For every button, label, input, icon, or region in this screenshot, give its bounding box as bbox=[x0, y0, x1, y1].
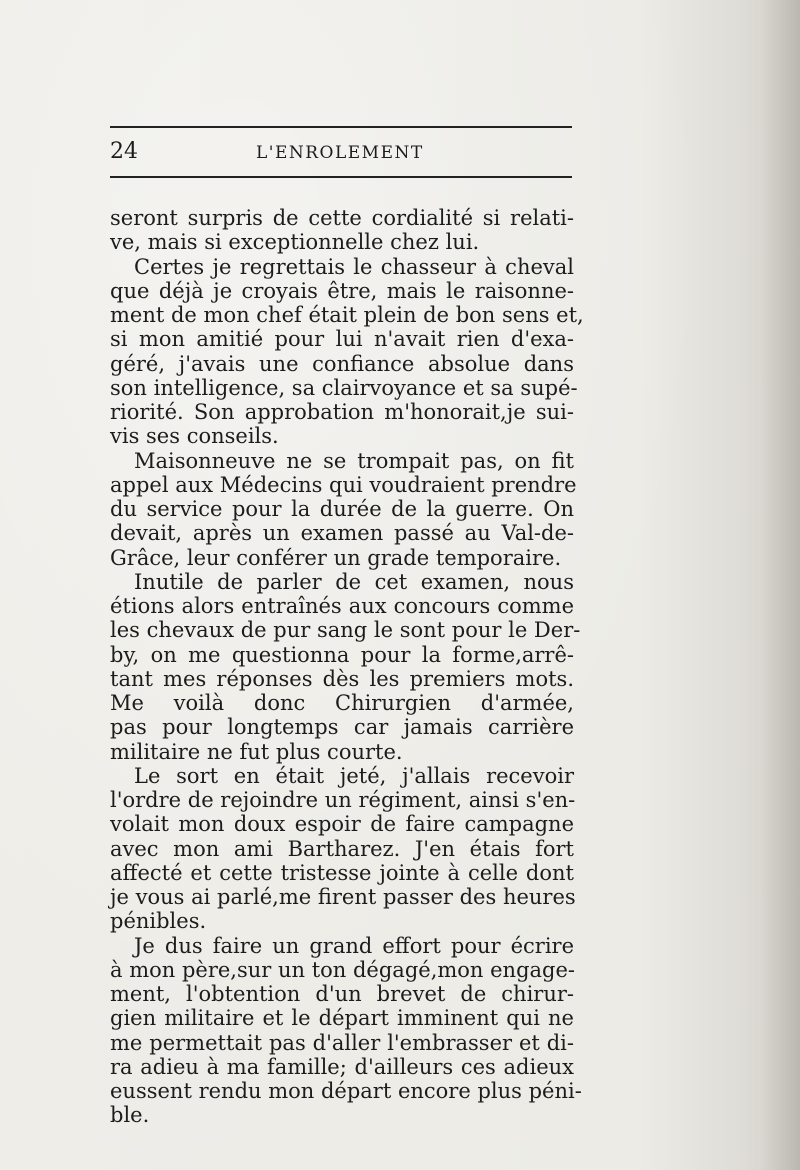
text-line: du service pour la durée de la guerre. On bbox=[110, 497, 574, 521]
text-line: Grâce, leur conférer un grade temporaire. bbox=[110, 545, 562, 570]
body-text bbox=[110, 206, 584, 1128]
text-line: ble. bbox=[110, 1103, 150, 1128]
header-rule-bottom bbox=[110, 176, 572, 178]
text-line: militaire ne fut plus courte. bbox=[110, 739, 403, 764]
text-line: me permettait pas d'aller l'embrasser et di- bbox=[110, 1030, 574, 1055]
text-line: Inutile de parler de cet examen, nous bbox=[134, 569, 574, 594]
text-line: pas pour longtemps car jamais carrière bbox=[110, 715, 574, 740]
text-line: appel aux Médecins qui voudraient prendre bbox=[110, 472, 577, 497]
text-line: vis ses conseils. bbox=[110, 424, 279, 449]
text-line: volait mon doux espoir de faire campagne bbox=[110, 812, 574, 837]
text-line: pénibles. bbox=[110, 909, 207, 934]
text-line: ment, l'obtention d'un brevet de chirur- bbox=[110, 982, 574, 1006]
text-line: son intelligence, sa clairvoyance et sa supé- bbox=[110, 375, 578, 400]
text-line: Maisonneuve ne se trompait pas, on fit bbox=[134, 448, 574, 473]
text-line: ve, mais si exceptionnelle chez lui. bbox=[110, 230, 480, 255]
page-gutter-shadow bbox=[760, 0, 800, 1170]
text-line: affecté et cette tristesse jointe à celle dont bbox=[110, 860, 574, 885]
text-line: gien militaire et le départ imminent qui ne bbox=[110, 1006, 574, 1031]
text-line: Certes je regrettais le chasseur à cheval bbox=[134, 254, 574, 279]
text-line: avec mon ami Bartharez. J'en étais fort bbox=[110, 836, 574, 861]
text-line: riorité. Son approbation m'honorait,je sui- bbox=[110, 400, 574, 424]
text-line: étions alors entraînés aux concours comme bbox=[110, 594, 574, 618]
header-rule-top bbox=[110, 126, 572, 128]
text-line: géré, j'avais une confiance absolue dans bbox=[110, 351, 574, 376]
text-line: seront surpris de cette cordialité si relati- bbox=[110, 206, 574, 230]
text-line: Je dus faire un grand effort pour écrire bbox=[134, 933, 574, 958]
text-line: à mon père,sur un ton dégagé,mon engage- bbox=[110, 957, 576, 982]
text-line: ra adieu à ma famille; d'ailleurs ces adieux bbox=[110, 1054, 574, 1079]
text-line: que déjà je croyais être, mais le raisonne- bbox=[110, 278, 574, 303]
text-line: by, on me questionna pour la forme,arrê- bbox=[110, 642, 574, 667]
text-line: Le sort en était jeté, j'allais recevoir bbox=[134, 763, 574, 788]
text-line: devait, après un examen passé au Val-de- bbox=[110, 521, 574, 546]
text-line: ment de mon chef était plein de bon sens et, bbox=[110, 303, 584, 327]
text-line: les chevaux de pur sang le sont pour le Der- bbox=[110, 618, 581, 643]
text-line: eussent rendu mon départ encore plus péni- bbox=[110, 1079, 582, 1103]
running-title: L'ENROLEMENT bbox=[256, 143, 424, 163]
text-line: Me voilà donc Chirurgien d'armée, bbox=[110, 691, 574, 715]
page-number: 24 bbox=[110, 139, 138, 164]
text-line: si mon amitié pour lui n'avait rien d'exa- bbox=[110, 327, 574, 352]
text-line: l'ordre de rejoindre un régiment, ainsi s'en- bbox=[110, 788, 576, 812]
text-line: tant mes réponses dès les premiers mots. bbox=[110, 666, 574, 691]
text-line: je vous ai parlé,me firent passer des heures bbox=[110, 885, 576, 909]
